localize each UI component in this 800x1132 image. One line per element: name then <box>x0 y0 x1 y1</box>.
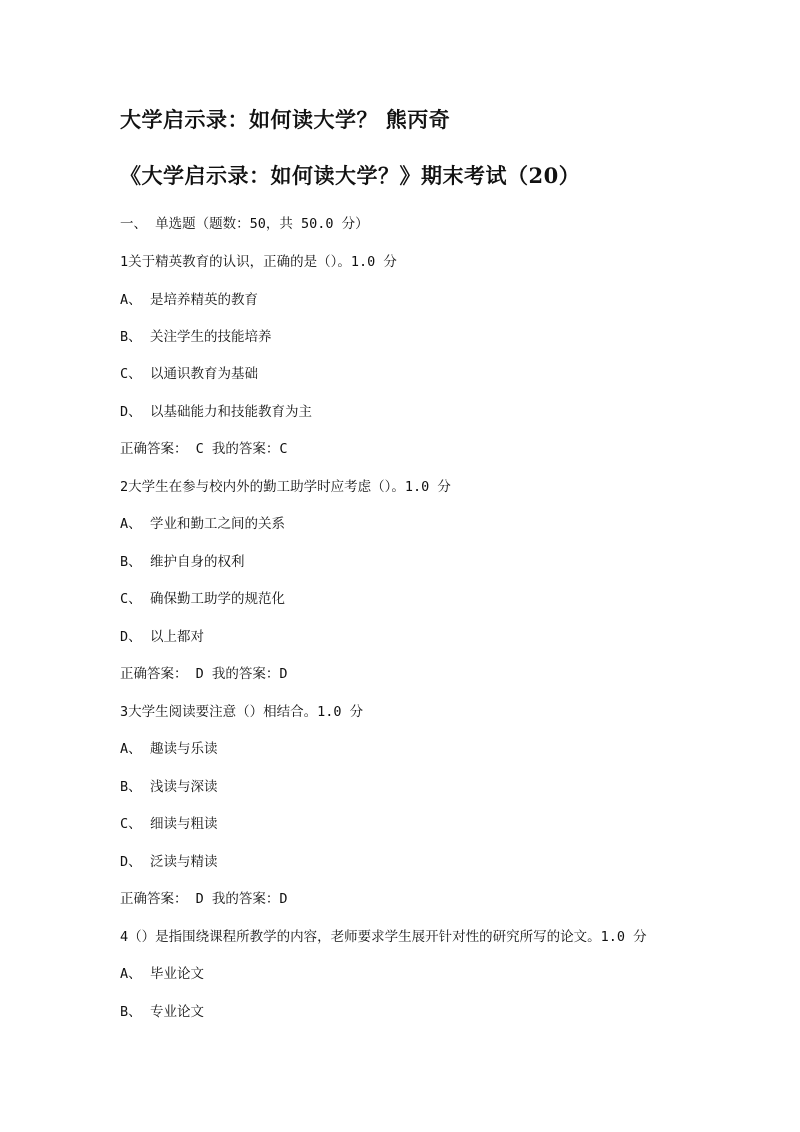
option-text: 趣读与乐读 <box>150 741 218 757</box>
option-text: 确保勤工助学的规范化 <box>150 591 285 607</box>
option-a <box>120 288 258 308</box>
option-c <box>120 812 218 832</box>
option-letter: A、 <box>120 966 142 982</box>
option-letter: B、 <box>120 1004 142 1020</box>
option-text: 以基础能力和技能教育为主 <box>150 404 312 420</box>
option-b <box>120 550 245 570</box>
option-letter: C、 <box>120 591 142 607</box>
option-letter: A、 <box>120 741 142 757</box>
option-letter: C、 <box>120 366 142 382</box>
option-letter: D、 <box>120 404 142 420</box>
answer-line: 正确答案： C 我的答案：C <box>120 441 288 457</box>
option-text: 是培养精英的教育 <box>150 292 258 308</box>
option-letter: A、 <box>120 292 142 308</box>
option-letter: C、 <box>120 816 142 832</box>
option-text: 专业论文 <box>150 1004 204 1020</box>
option-a <box>120 737 218 757</box>
option-letter: D、 <box>120 629 142 645</box>
option-text: 浅读与深读 <box>150 779 218 795</box>
option-d <box>120 400 312 420</box>
option-letter: A、 <box>120 516 142 532</box>
option-c <box>120 362 258 382</box>
option-letter: B、 <box>120 329 142 345</box>
option-text: 以上都对 <box>150 629 204 645</box>
option-d <box>120 850 218 870</box>
section-header: 一、 单选题（题数：50，共 50.0 分） <box>120 216 369 232</box>
question-stem: 2大学生在参与校内外的勤工助学时应考虑（）。1.0 分 <box>120 479 451 495</box>
option-text: 泛读与精读 <box>150 854 218 870</box>
question-stem: 1关于精英教育的认识，正确的是（）。1.0 分 <box>120 254 397 270</box>
option-text: 毕业论文 <box>150 966 204 982</box>
document-title: 大学启示录：如何读大学？ 熊丙奇 <box>120 107 451 132</box>
question-stem: 3大学生阅读要注意（）相结合。1.0 分 <box>120 704 364 720</box>
option-letter: B、 <box>120 554 142 570</box>
option-a <box>120 962 204 982</box>
option-text: 以通识教育为基础 <box>150 366 258 382</box>
option-a <box>120 512 285 532</box>
option-letter: D、 <box>120 854 142 870</box>
answer-line: 正确答案： D 我的答案：D <box>120 891 288 907</box>
question-stem: 4（）是指围绕课程所教学的内容，老师要求学生展开针对性的研究所写的论文。1.0 分 <box>120 929 647 945</box>
exam-title: 《大学启示录：如何读大学？》期末考试（20） <box>120 163 581 188</box>
option-letter: B、 <box>120 779 142 795</box>
option-text: 细读与粗读 <box>150 816 218 832</box>
answer-line: 正确答案： D 我的答案：D <box>120 666 288 682</box>
option-text: 关注学生的技能培养 <box>150 329 272 345</box>
option-b <box>120 325 272 345</box>
option-b <box>120 775 218 795</box>
option-d <box>120 625 204 645</box>
option-c <box>120 587 285 607</box>
option-text: 学业和勤工之间的关系 <box>150 516 285 532</box>
option-text: 维护自身的权利 <box>150 554 245 570</box>
option-b <box>120 1000 204 1020</box>
